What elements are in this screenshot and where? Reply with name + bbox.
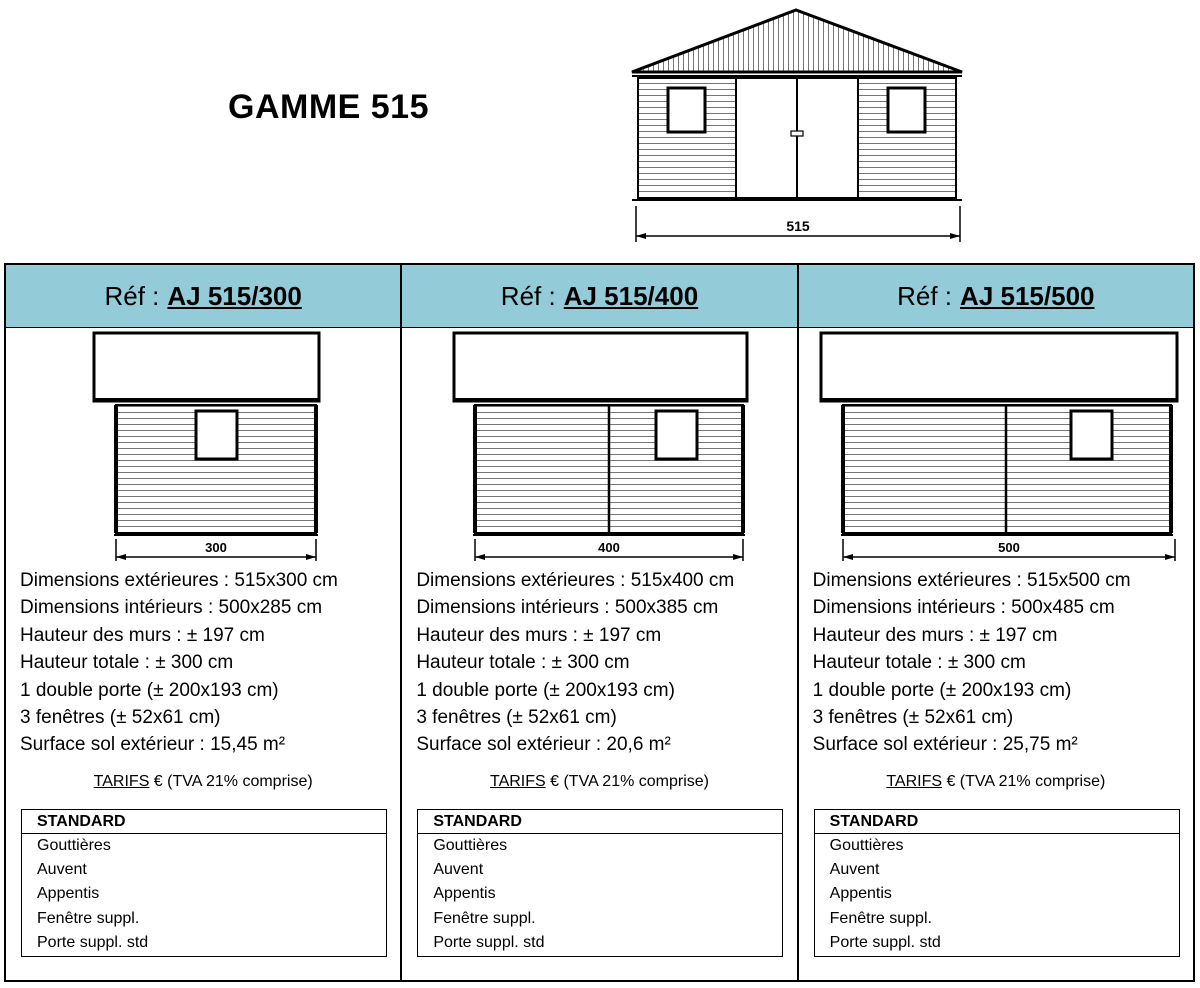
option-item: Gouttières bbox=[37, 837, 111, 854]
ref-prefix: Réf : bbox=[104, 280, 160, 311]
spec-wall-height: Hauteur des murs : ± 197 cm bbox=[812, 624, 1058, 646]
options-table bbox=[417, 809, 783, 957]
spec-total-height: Hauteur totale : ± 300 cm bbox=[812, 652, 1026, 674]
tarifs-line bbox=[799, 773, 1193, 791]
option-item: Auvent bbox=[829, 861, 880, 879]
options-list bbox=[22, 834, 386, 955]
option-item: Porte suppl. std bbox=[37, 933, 149, 951]
spec-total-height: Hauteur totale : ± 300 cm bbox=[20, 652, 234, 674]
spec-double-door: 1 double porte (± 200x193 cm) bbox=[416, 679, 675, 701]
tarifs-vat-note: € (TVA 21% comprise) bbox=[149, 773, 313, 790]
ref-prefix: Réf : bbox=[500, 280, 556, 311]
option-item: Fenêtre suppl. bbox=[829, 909, 932, 927]
ref-code: AJ 515/500 bbox=[960, 280, 1095, 311]
option-item: Gouttières bbox=[829, 837, 904, 854]
option-item: Appentis bbox=[37, 885, 100, 903]
reference-grid bbox=[4, 263, 1195, 982]
reference-header bbox=[799, 265, 1193, 328]
option-item: Gouttières bbox=[433, 837, 508, 854]
option-item: Appentis bbox=[433, 885, 496, 903]
tarifs-vat-note: € (TVA 21% comprise) bbox=[942, 773, 1106, 790]
spec-floor-surface: Surface sol extérieur : 25,75 m² bbox=[812, 734, 1078, 756]
front-dimension-label: 515 bbox=[786, 218, 810, 234]
spec-total-height: Hauteur totale : ± 300 cm bbox=[416, 652, 630, 674]
ref-code: AJ 515/400 bbox=[563, 280, 699, 311]
ref-code: AJ 515/300 bbox=[167, 280, 302, 311]
options-header: STANDARD bbox=[815, 810, 1179, 834]
tarifs-vat-note: € (TVA 21% comprise) bbox=[545, 773, 709, 790]
tarifs-line bbox=[402, 773, 796, 791]
options-header: STANDARD bbox=[418, 810, 782, 834]
option-item: Auvent bbox=[433, 861, 484, 879]
spec-windows: 3 fenêtres (± 52x61 cm) bbox=[416, 707, 617, 729]
option-item: Auvent bbox=[37, 861, 87, 879]
options-header: STANDARD bbox=[22, 810, 386, 834]
options-list bbox=[418, 834, 782, 955]
page-title: GAMME 515 bbox=[228, 88, 429, 126]
option-item: Fenêtre suppl. bbox=[37, 909, 140, 927]
width-dimension-label: 400 bbox=[598, 540, 621, 555]
options-table bbox=[21, 809, 387, 957]
tarifs-word: TARIFS bbox=[93, 773, 150, 790]
spec-interior-dimensions: Dimensions intérieurs : 500x485 cm bbox=[812, 597, 1115, 619]
reference-column-500 bbox=[797, 265, 1193, 980]
spec-interior-dimensions: Dimensions intérieurs : 500x285 cm bbox=[20, 597, 323, 619]
option-item: Fenêtre suppl. bbox=[433, 909, 536, 927]
options-table bbox=[814, 809, 1180, 957]
side-elevation-drawing bbox=[6, 329, 402, 561]
spec-windows: 3 fenêtres (± 52x61 cm) bbox=[812, 707, 1014, 729]
spec-floor-surface: Surface sol extérieur : 15,45 m² bbox=[20, 734, 286, 756]
tarifs-line bbox=[6, 773, 400, 791]
tarifs-word: TARIFS bbox=[489, 773, 546, 790]
option-item: Appentis bbox=[829, 885, 892, 903]
spec-interior-dimensions: Dimensions intérieurs : 500x385 cm bbox=[416, 597, 719, 619]
front-elevation-drawing bbox=[626, 6, 966, 246]
options-list bbox=[815, 834, 1179, 955]
spec-wall-height: Hauteur des murs : ± 197 cm bbox=[20, 624, 265, 646]
spec-wall-height: Hauteur des murs : ± 197 cm bbox=[416, 624, 662, 646]
reference-column-400 bbox=[400, 265, 796, 980]
spec-double-door: 1 double porte (± 200x193 cm) bbox=[20, 679, 279, 701]
spec-windows: 3 fenêtres (± 52x61 cm) bbox=[20, 707, 221, 729]
reference-column-300 bbox=[6, 265, 400, 980]
spec-exterior-dimensions: Dimensions extérieures : 515x400 cm bbox=[416, 570, 735, 591]
spec-exterior-dimensions: Dimensions extérieures : 515x500 cm bbox=[812, 570, 1131, 591]
spec-list bbox=[20, 567, 338, 759]
width-dimension-label: 300 bbox=[205, 540, 227, 555]
spec-list bbox=[416, 567, 734, 759]
reference-header bbox=[402, 265, 796, 328]
side-elevation-drawing bbox=[799, 329, 1195, 561]
option-item: Porte suppl. std bbox=[829, 933, 941, 951]
spec-list bbox=[813, 567, 1131, 759]
reference-header bbox=[6, 265, 400, 328]
option-item: Porte suppl. std bbox=[433, 933, 545, 951]
ref-prefix: Réf : bbox=[897, 280, 953, 311]
side-elevation-drawing bbox=[402, 329, 798, 561]
width-dimension-label: 500 bbox=[997, 540, 1020, 555]
spec-exterior-dimensions: Dimensions extérieures : 515x300 cm bbox=[20, 570, 338, 591]
tarifs-word: TARIFS bbox=[886, 773, 943, 790]
spec-floor-surface: Surface sol extérieur : 20,6 m² bbox=[416, 734, 671, 756]
spec-double-door: 1 double porte (± 200x193 cm) bbox=[812, 679, 1072, 701]
